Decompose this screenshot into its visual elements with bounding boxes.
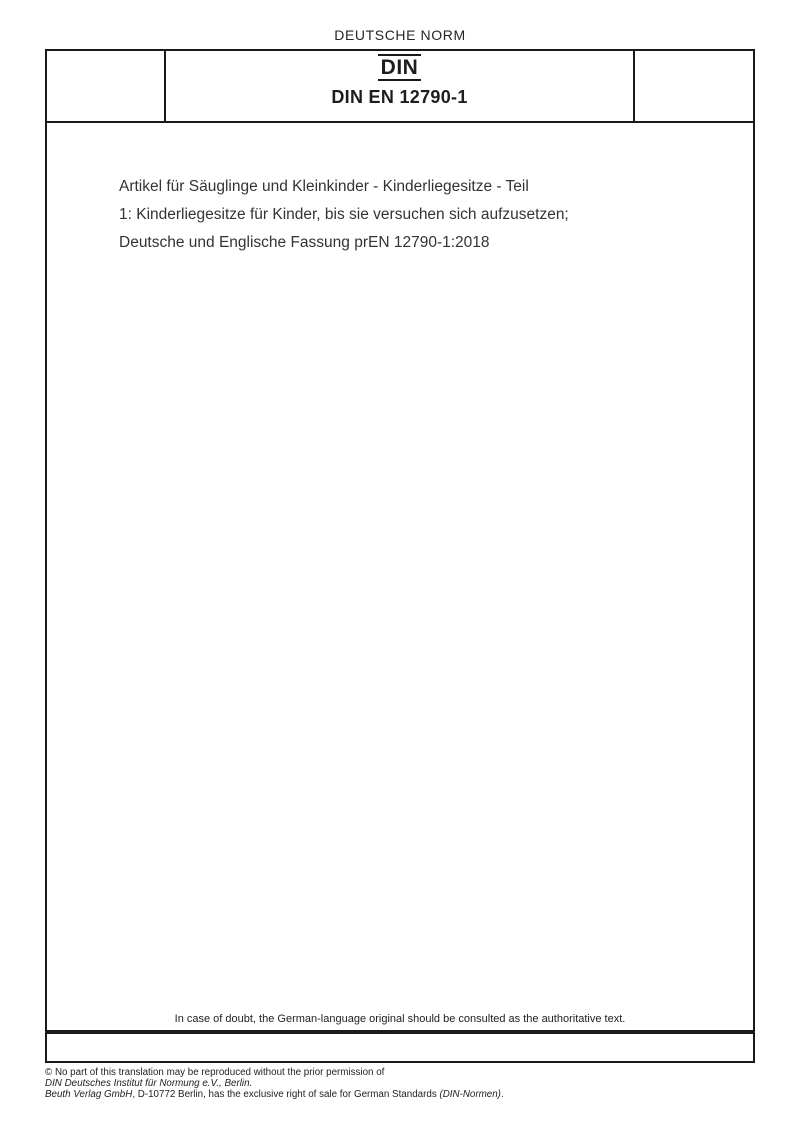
document-number: DIN EN 12790-1 (331, 87, 468, 107)
document-title (119, 173, 569, 257)
copyright-line-3 (45, 1089, 565, 1100)
header-cell-right-empty (633, 51, 753, 121)
beuth-verlag-name: Beuth Verlag GmbH (45, 1089, 133, 1100)
din-normen-term: (DIN-Normen) (439, 1089, 501, 1100)
header-box (45, 49, 755, 123)
title-line-3: Deutsche und Englische Fassung prEN 12790-1:2018 (119, 233, 490, 251)
copyright-line-3-text: , D-10772 Berlin, has the exclusive right of sale for German Standards (132, 1089, 440, 1100)
title-line-2: 1: Kinderliegesitze für Kinder, bis sie versuchen sich aufzusetzen; (119, 205, 569, 223)
copyright-line-3-period: . (500, 1089, 504, 1100)
empty-bottom-box (45, 1032, 755, 1063)
copyright-line-2: DIN Deutsches Institut für Normung e.V., Berlin. (45, 1078, 253, 1089)
copyright-footer (45, 1067, 565, 1100)
main-content-box (45, 121, 755, 1033)
din-logo: DIN (378, 54, 422, 81)
authoritative-text-note: In case of doubt, the German-language original should be consulted as the authoritative text. (174, 1013, 626, 1025)
header-cell-left-empty (47, 51, 166, 121)
title-line-1: Artikel für Säuglinge und Kleinkinder - Kinderliegesitze - Teil (119, 177, 529, 195)
deutsche-norm-heading: DEUTSCHE NORM (334, 27, 466, 43)
header-cell-middle (166, 51, 633, 121)
copyright-line-1: © No part of this translation may be reproduced without the prior permission of (45, 1067, 385, 1078)
